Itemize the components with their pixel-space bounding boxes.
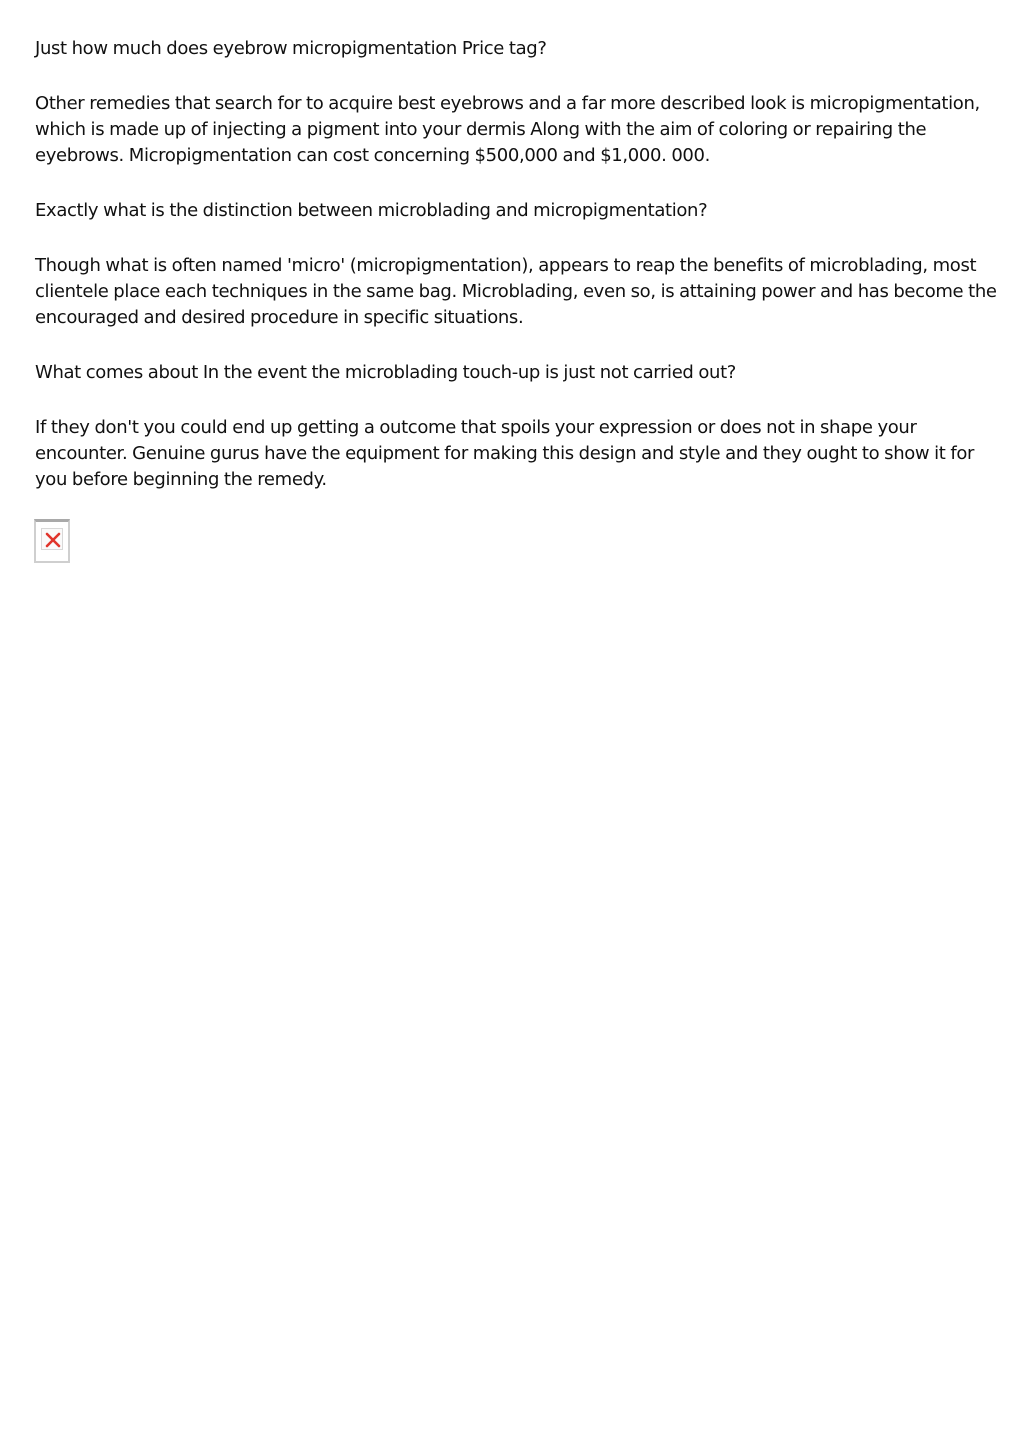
- answer-difference: Though what is often named 'micro' (micropigmentation), appears to reap the benefits of microblading, most clientele place each techniques in the same bag. Microblading, even so, is attaining power and has become the encouraged and desired procedure in specific situations.: [35, 255, 997, 328]
- article-body: [35, 36, 1000, 522]
- answer-price: Other remedies that search for to acquire best eyebrows and a far more described look is micropigmentation, which is made up of injecting a pigment into your dermis Along with the aim of coloring or repairing the eyebrows. Micropigmentation can cost concerning $500,000 and $1,000. 000.: [35, 93, 980, 166]
- answer-touch-up: If they don't you could end up getting a outcome that spoils your expression or does not in shape your encounter. Genuine gurus have the equipment for making this design and style and they ought to show it for you before beginning the remedy.: [35, 417, 975, 490]
- question-touch-up: What comes about In the event the microblading touch-up is just not carried out?: [35, 362, 736, 383]
- question-price: Just how much does eyebrow micropigmentation Price tag?: [35, 38, 547, 59]
- broken-image-placeholder: [34, 519, 70, 563]
- broken-image-frame: [41, 528, 63, 550]
- question-difference: Exactly what is the distinction between microblading and micropigmentation?: [35, 200, 708, 221]
- broken-image-icon: [45, 532, 61, 548]
